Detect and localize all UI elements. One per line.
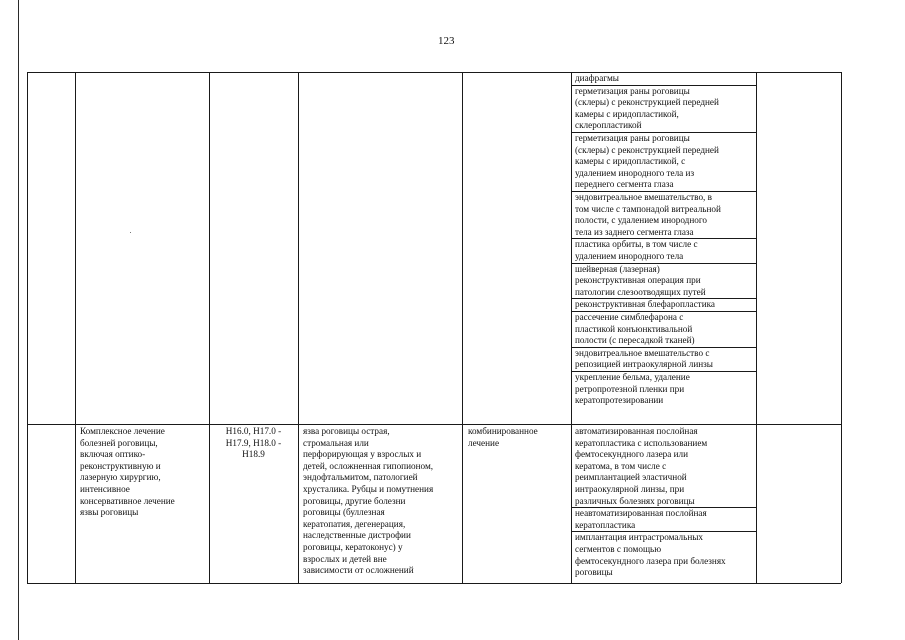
column-border [27,72,28,583]
column-border [298,72,299,583]
row2-treatment-type-line: комбинированное [468,426,538,436]
row2-patient-model-line: эндофтальмитом, патологией [303,472,418,483]
row1-method-10 [575,372,690,407]
row1-method-2-line: герметизация раны роговицы [575,85,690,96]
row1-method-10-line: укрепление бельма, удаление [575,372,690,382]
row2-name-line: лазерную хирургию, [80,472,161,483]
row1-method-8 [575,312,695,347]
row2-name [80,426,175,519]
row1-method-7 [575,299,715,311]
row2-name-line: консервативное лечение [80,495,175,506]
row1-method-2 [575,86,719,132]
row1-method-2-line: (склеры) с реконструкцией передней [575,97,719,108]
row2-name-line: болезней роговицы, [80,437,158,448]
row2-patient-model-line: язва роговицы острая, [303,426,390,436]
row2-method-2-line: кератопластика [575,519,636,530]
column-border [756,72,757,583]
table-bottom-border [27,583,841,584]
row1-method-4 [575,192,721,238]
row2-method-3 [575,532,726,578]
row2-name-line: реконструктивную и [80,460,161,471]
column-border [75,72,76,583]
row2-name-line: интенсивное [80,483,130,494]
row2-name-line: включая оптико- [80,449,146,460]
row1-method-6-line: патологии слезоотводящих путей [575,286,706,297]
row1-method-2-line: склеропластикой [575,120,642,131]
row1-method-3-line: удалением инородного тела из [575,167,695,178]
row1-method-9-line: репозицией интраокулярной линзы [575,359,713,370]
row1-method-8-line: рассечение симблефарона с [575,312,684,322]
row2-patient-model-line: зависимости от осложнений [303,565,414,576]
row1-method-9 [575,348,713,371]
row1-method-8-line: полости (с пересадкой тканей) [575,335,695,346]
row2-patient-model-line: хрусталика. Рубцы и помутнения [303,483,434,494]
row2-codes-line: H16.0, H17.0 - [225,426,282,436]
row2-patient-model-line: детей, осложненная гипопионом, [303,460,434,471]
row1-method-6-line: шейверная (лазерная) [575,263,660,274]
column-border [209,72,210,583]
row1-method-3-line: камеры с иридопластикой, с [575,156,686,167]
row1-method-6 [575,264,706,299]
row2-method-1-line: интраокулярной линзы, при [575,483,685,494]
row2-method-1-line: фемтосекундного лазера или [575,449,689,460]
row2-method-1-line: кератопластика с использованием [575,437,708,448]
row1-method-3 [575,133,719,191]
row2-name-line: язвы роговицы [80,507,139,518]
row1-method-4-line: эндовитреальное вмешательство, в [575,192,712,202]
row-divider [27,424,841,425]
row1-method-10-line: кератопротезировании [575,395,664,406]
row2-method-3-line: роговицы [575,567,613,578]
row2-patient-model [303,426,433,577]
row1-method-4-line: том числе с тампонадой витреальной [575,203,721,214]
row2-method-3-line: имплантация интрастромальных [575,532,704,543]
page-number: 123 [438,35,455,47]
row1-method-1 [575,73,619,85]
row2-patient-model-line: взрослых и детей вне [303,553,387,564]
row2-treatment-type-line: лечение [468,437,500,448]
row1-method-8-line: пластикой конъюнктивальной [575,323,693,334]
row1-method-4-line: тела из заднего сегмента глаза [575,226,694,237]
row2-patient-model-line: роговицы, кератоконус) у [303,541,403,552]
row2-codes-line: H18.9 [242,449,265,460]
column-border [462,72,463,583]
stray-mark [130,232,131,233]
column-border [841,72,842,583]
row2-method-1-line: реимплантацией эластичной [575,472,687,483]
row2-codes-line: H17.9, H18.0 - [225,437,282,448]
row2-method-1 [575,426,707,507]
row1-method-9-line: эндовитреальное вмешательство с [575,347,710,358]
row2-method-2 [575,508,707,531]
row2-name-line: Комплексное лечение [80,426,165,436]
page-left-edge [18,0,19,640]
row2-codes [209,426,298,461]
row1-method-1-line: диафрагмы [575,73,619,83]
row2-patient-model-line: роговицы (буллезная [303,507,385,518]
row2-method-3-line: фемтосекундного лазера при болезнях [575,555,726,566]
row2-method-1-line: кератома, в том числе с [575,460,667,471]
row2-patient-model-line: наследственные дистрофии [303,530,411,541]
row2-patient-model-line: кератопатия, дегенерация, [303,518,406,529]
row2-method-1-line: различных болезнях роговицы [575,495,695,506]
row1-method-3-line: герметизация раны роговицы [575,133,690,143]
row2-method-3-line: сегментов с помощью [575,543,662,554]
row2-method-1-line: автоматизированная послойная [575,426,698,436]
row1-method-5-line: удалением инородного тела [575,250,684,261]
row1-method-2-line: камеры с иридопластикой, [575,108,679,119]
row2-patient-model-line: стромальная или [303,437,369,448]
row2-patient-model-line: роговицы, другие болезни [303,495,406,506]
row1-method-3-line: (склеры) с реконструкцией передней [575,144,719,155]
table-top-border [27,72,841,73]
row2-method-2-line: неавтоматизированная послойная [575,508,707,519]
row1-method-6-line: реконструктивная операция при [575,275,701,286]
row2-patient-model-line: перфорирующая у взрослых и [303,449,422,460]
row1-method-10-line: ретропротезной пленки при [575,383,685,394]
row2-treatment-type [468,426,538,449]
row1-method-5-line: пластика орбиты, в том числе с [575,239,698,250]
row1-method-4-line: полости, с удалением инородного [575,215,707,226]
row1-method-7-line: реконструктивная блефаропластика [575,299,716,310]
row1-method-3-line: переднего сегмента глаза [575,179,674,190]
row1-method-5 [575,239,698,262]
